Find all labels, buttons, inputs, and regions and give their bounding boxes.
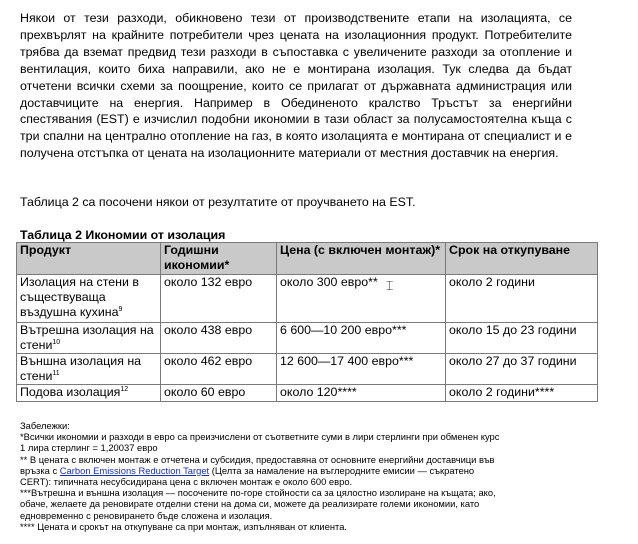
footnote-line: *Всички икономии и разходи в евро са преизчислени от съответните суми в лири стерлинги при обменен курс <box>20 431 500 443</box>
footnotes-title: Забележки: <box>20 420 70 431</box>
cell-payback: около 27 до 37 години <box>446 354 598 385</box>
table-row <box>17 354 598 385</box>
table-row <box>17 275 598 323</box>
body-paragraph: Някои от тези разходи, обикновено тези от производствените етапи на изолацията, се прехвърлят на крайните потребители чрез цената на изолационния продукт. Потребителите трябва да вземат предвид тези разходи в съпоставка с увеличените разходи за отопление и вентилация, които биха направили, ако не е монтирана изолация. Тук следва да бъдат отчетени всички схеми за поощрение, които се прилагат от държавната администрация или доставчиците на енергия. Например в Обединеното кралство Тръстът за енергийни спестявания (EST) е изчислил подобни икономии в тази област за полусамостоятелна къща с три спални на централно отопление на газ, в която изолацията е монтирана от специалист и е получена отстъпка от цената на изолационните материали от местния доставчик на енергия. <box>20 11 572 161</box>
footnote-line: **** Цената и срокът на откупуване са при монтаж, изпълняван от клиента. <box>20 520 348 532</box>
text-cursor-icon: ⌶ <box>385 278 394 293</box>
cell-price: 12 600—17 400 евро*** <box>277 354 446 385</box>
cell-price: около 120**** <box>277 385 446 402</box>
header-price: Цена (с включен монтаж)* <box>277 243 446 275</box>
footnote-line: едновременно с реновирането бъде сложена и изолация. <box>20 509 273 521</box>
footnote-line: CERT): типичната несубсидирана цена с включен монтаж е около 600 евро. <box>20 476 353 488</box>
footnote-line: връзка с Carbon Emissions Reduction Target (Целта за намаление на въглеродните емисии — съкратено <box>20 464 475 476</box>
header-payback: Срок на откупуване <box>446 243 598 275</box>
cell-price: 6 600—10 200 евро*** <box>277 323 446 354</box>
footnote-line: 1 лира стерлинг = 1,20037 евро <box>20 442 158 454</box>
footnote-line: обаче, желаете да реновирате отделни стени на дома си, можете да реализирате големи икономии, като <box>20 498 480 510</box>
cell-savings: около 438 евро <box>161 323 277 354</box>
footnote-ref: 9 <box>118 305 123 313</box>
table-caption: Таблица 2 Икономии от изолация <box>20 228 226 242</box>
footnote-line: ***Вътрешна и външна изолация — посочените по-горе стойности са за цялостно изолиране на къщата; ако, <box>20 487 496 499</box>
cell-payback: около 2 години**** <box>446 385 598 402</box>
cell-product: Изолация на стени в съществуваща въздушна кухина$^9$ <box>17 275 161 323</box>
footnote-ref: 11 <box>52 369 60 377</box>
header-annual-savings: Годишни икономии* <box>161 243 277 275</box>
cell-product: Вътрешна изолация на стени$^{10}$ <box>17 323 161 354</box>
footnotes <box>20 420 610 532</box>
cell-payback: около 2 години <box>446 275 598 323</box>
header-product: Продукт <box>17 243 161 275</box>
table-intro-text: Таблица 2 са посочени някои от резултатите от проучването на EST. <box>20 195 416 209</box>
cell-payback: около 15 до 23 години <box>446 323 598 354</box>
cell-product: Подова изолация$^{12}$ <box>17 385 161 402</box>
table-row <box>17 385 598 402</box>
footnote-ref: 10 <box>52 338 61 346</box>
footnote-line: ** В цената с включен монтаж е отчетена и субсидия, предоставяна от основните енергийни доставчици във <box>20 453 495 465</box>
table-header-row <box>17 243 598 275</box>
footnote-ref: 12 <box>120 385 129 393</box>
savings-table <box>16 242 598 402</box>
table-row <box>17 323 598 354</box>
cell-price: около 300 евро** ⌶ <box>277 275 446 323</box>
cell-product: Външна изолация на стени$^{11}$ <box>17 354 161 385</box>
cell-savings: около 132 евро <box>161 275 277 323</box>
cell-savings: около 462 евро <box>161 354 277 385</box>
cert-link[interactable]: Carbon Emissions Reduction Target <box>59 464 210 476</box>
cell-savings: около 60 евро <box>161 385 277 402</box>
